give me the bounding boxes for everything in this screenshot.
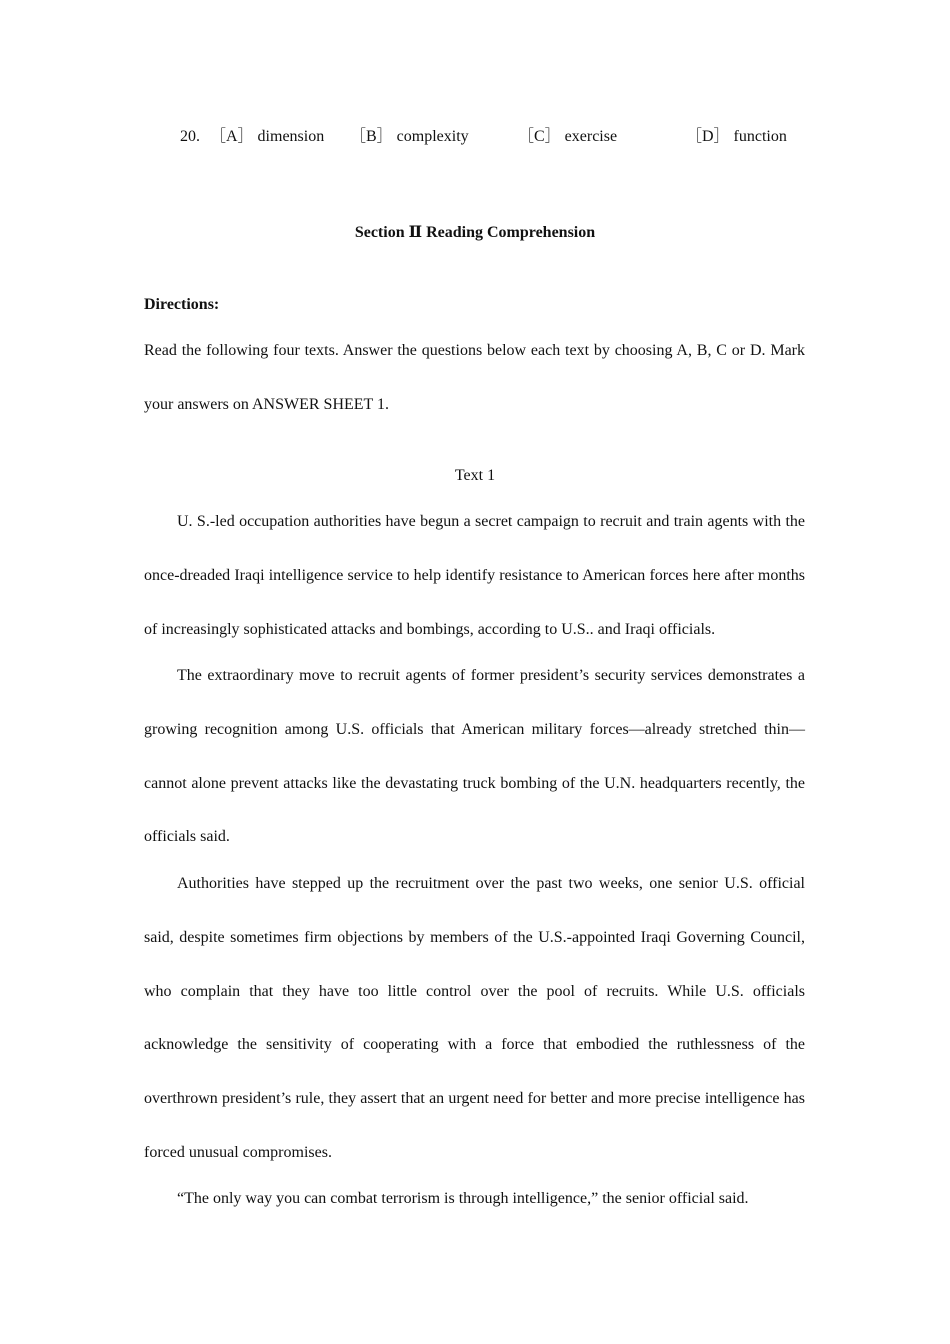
text-1-paragraph: The extraordinary move to recruit agents of former president’s security services demonstrates a growing recognition among U.S. officials that American military forces—already stretched thin—cannot alone prevent attacks like the devastating truck bombing of the U.N. headquarters recently, the officials said.	[144, 667, 805, 846]
section-title: Section Ⅱ Reading Comprehension	[354, 224, 596, 241]
option-d: ［D］ function	[686, 128, 787, 145]
option-b: ［B］ complexity	[350, 128, 469, 145]
text-1-paragraph: U. S.-led occupation authorities have begun a secret campaign to recruit and train agents with the once-dreaded Iraqi intelligence service to help identify resistance to American forces here after months of increasingly sophisticated attacks and bombings, according to U.S.. and Iraqi officials.	[144, 513, 805, 638]
option-c: ［C］ exercise	[518, 128, 618, 145]
text-1-title: Text 1	[454, 467, 496, 484]
question-20	[180, 126, 820, 148]
directions-text: Read the following four texts. Answer the questions below each text by choosing A, B, C or D. Mark your answers on ANSWER SHEET 1.	[144, 342, 805, 413]
question-number: 20.	[180, 128, 200, 145]
option-a: ［A］ dimension	[210, 128, 325, 145]
directions-label: Directions:	[144, 296, 220, 313]
text-1-paragraph: “The only way you can combat terrorism is through intelligence,” the senior official said.	[177, 1190, 749, 1207]
text-1-paragraph: Authorities have stepped up the recruitment over the past two weeks, one senior U.S. official said, despite sometimes firm objections by members of the U.S.-appointed Iraqi Governing Council, who complain that they have too little control over the pool of recruits. While U.S. officials acknowledge the sensitivity of cooperating with a force that embodied the ruthlessness of the overthrown president’s rule, they assert that an urgent need for better and more precise intelligence has forced unusual compromises.	[144, 875, 805, 1161]
